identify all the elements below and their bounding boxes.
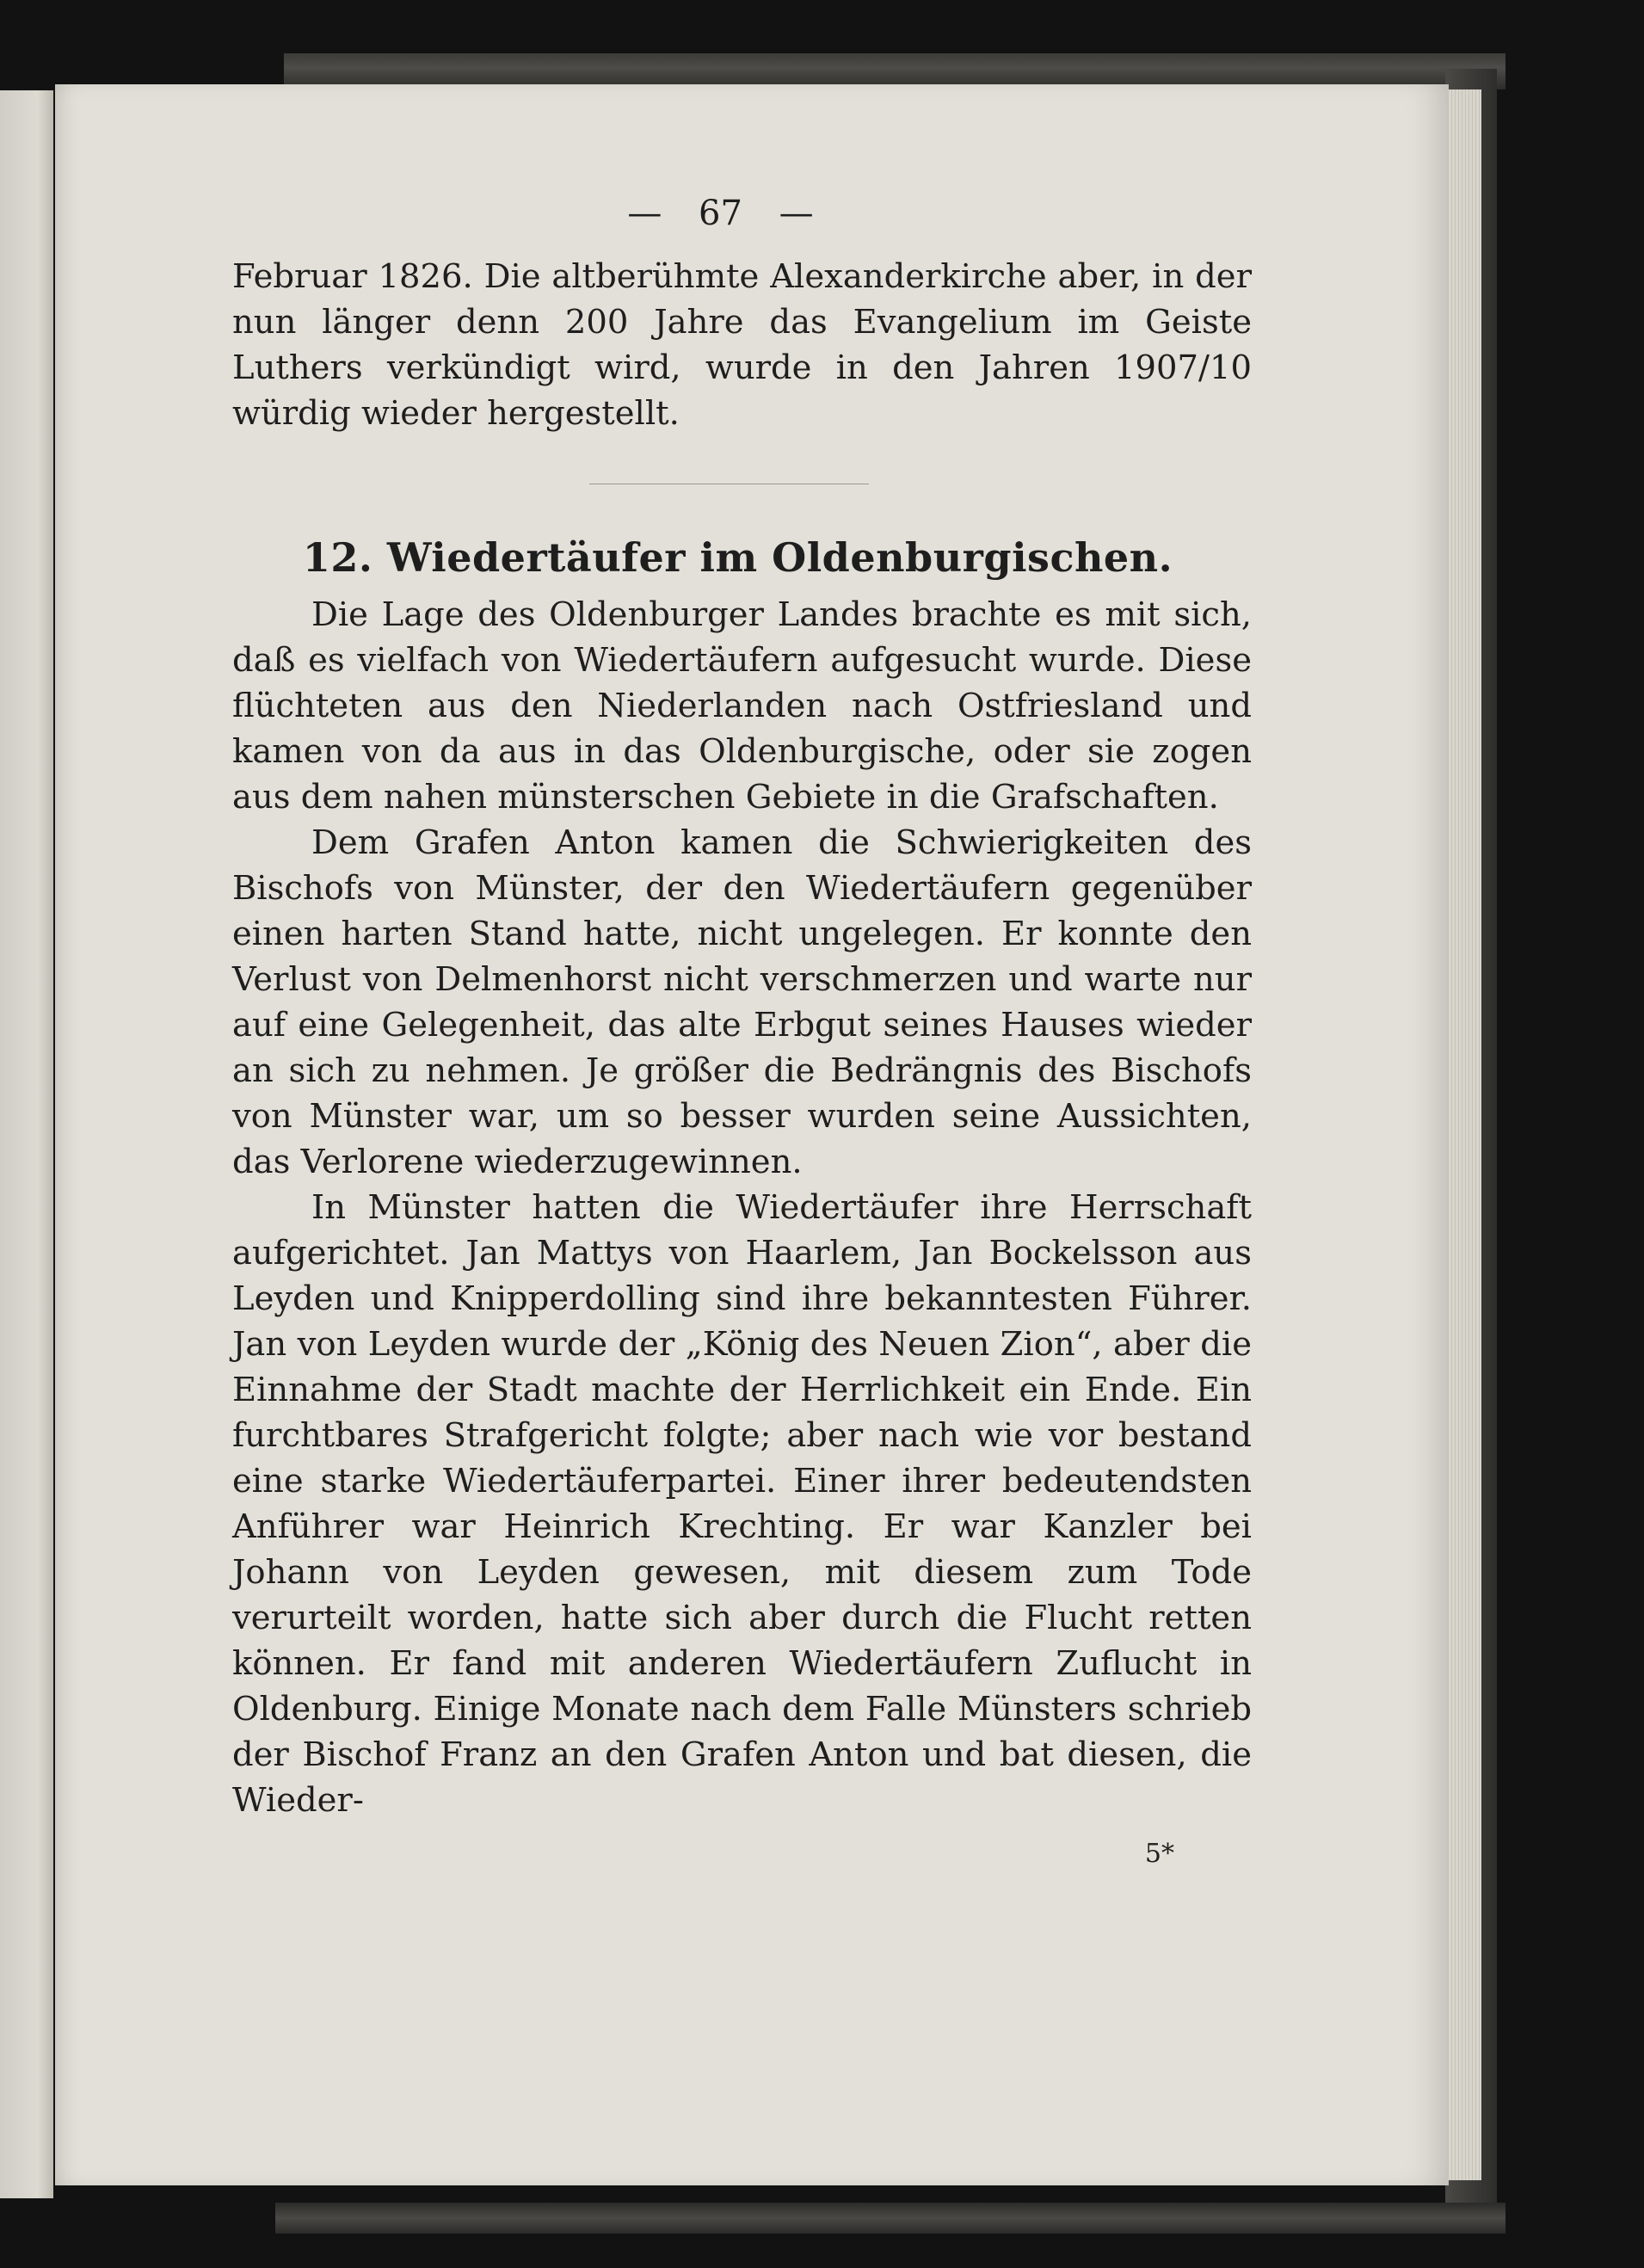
section-heading: 12. Wiedertäufer im Oldenburgischen.: [302, 534, 1173, 581]
book-cover-bottom-edge: [275, 2203, 1505, 2234]
previous-page-edge: [0, 90, 53, 2198]
printer-signature-mark: 5*: [1144, 1839, 1174, 1869]
page-number-dash-left: —: [627, 194, 662, 233]
body-paragraph-1: Die Lage des Oldenburger Landes brachte es mit sich, daß es vielfach von Wiedertäufern aufgesucht wurde. Diese flüchteten aus den Niederlanden nach Ostfriesland und kamen von da aus in das Oldenburgische, oder sie zogen aus dem nahen münsterschen Gebiete in die Grafschaften.: [232, 595, 1252, 817]
page-number-dash-right: —: [779, 194, 814, 233]
page-stack-edge: [1449, 89, 1481, 2180]
page-number: [189, 194, 1252, 254]
page-content: [232, 194, 1252, 1870]
body-paragraph-2: Dem Grafen Anton kamen die Schwierigkeiten des Bischofs von Münster, der den Wiedertäufern gegenüber einen harten Stand hatte, nicht ungelegen. Er konnte den Verlust von Delmenhorst nicht verschmerzen und warte nur auf eine Gelegenheit, das alte Erbgut seines Hauses wieder an sich zu nehmen. Je größer die Bedrängnis des Bischofs von Münster war, um so besser wurden seine Aussichten, das Verlorene wiederzugewinnen.: [232, 823, 1252, 1181]
intro-paragraph: Februar 1826. Die altberühmte Alexanderkirche aber, in der nun länger denn 200 Jahre das Evangelium im Geiste Luthers verkündigt wird, wurde in den Jahren 1907/10 würdig wieder hergestellt.: [232, 257, 1252, 433]
body-paragraph-3: In Münster hatten die Wiedertäufer ihre Herrschaft aufgerichtet. Jan Mattys von Haarlem, Jan Bockelsson aus Leyden und Knipperdolling sind ihre bekanntesten Führer. Jan von Leyden wurde der „König des Neuen Zion“, aber die Einnahme der Stadt machte der Herrlichkeit ein Ende. Ein furchtbares Strafgericht folgte; aber nach wie vor bestand eine starke Wiedertäuferpartei. Einer ihrer bedeutendsten Anführer war Heinrich Krechting. Er war Kanzler bei Johann von Leyden gewesen, mit diesem zum Tode verurteilt worden, hatte sich aber durch die Flucht retten können. Er fand mit anderen Wiedertäufern Zuflucht in Oldenburg. Einige Monate nach dem Falle Münsters schrieb der Bischof Franz an den Grafen Anton und bat diesen, die Wieder-: [232, 1188, 1252, 1820]
page-number-value: 67: [699, 194, 742, 233]
